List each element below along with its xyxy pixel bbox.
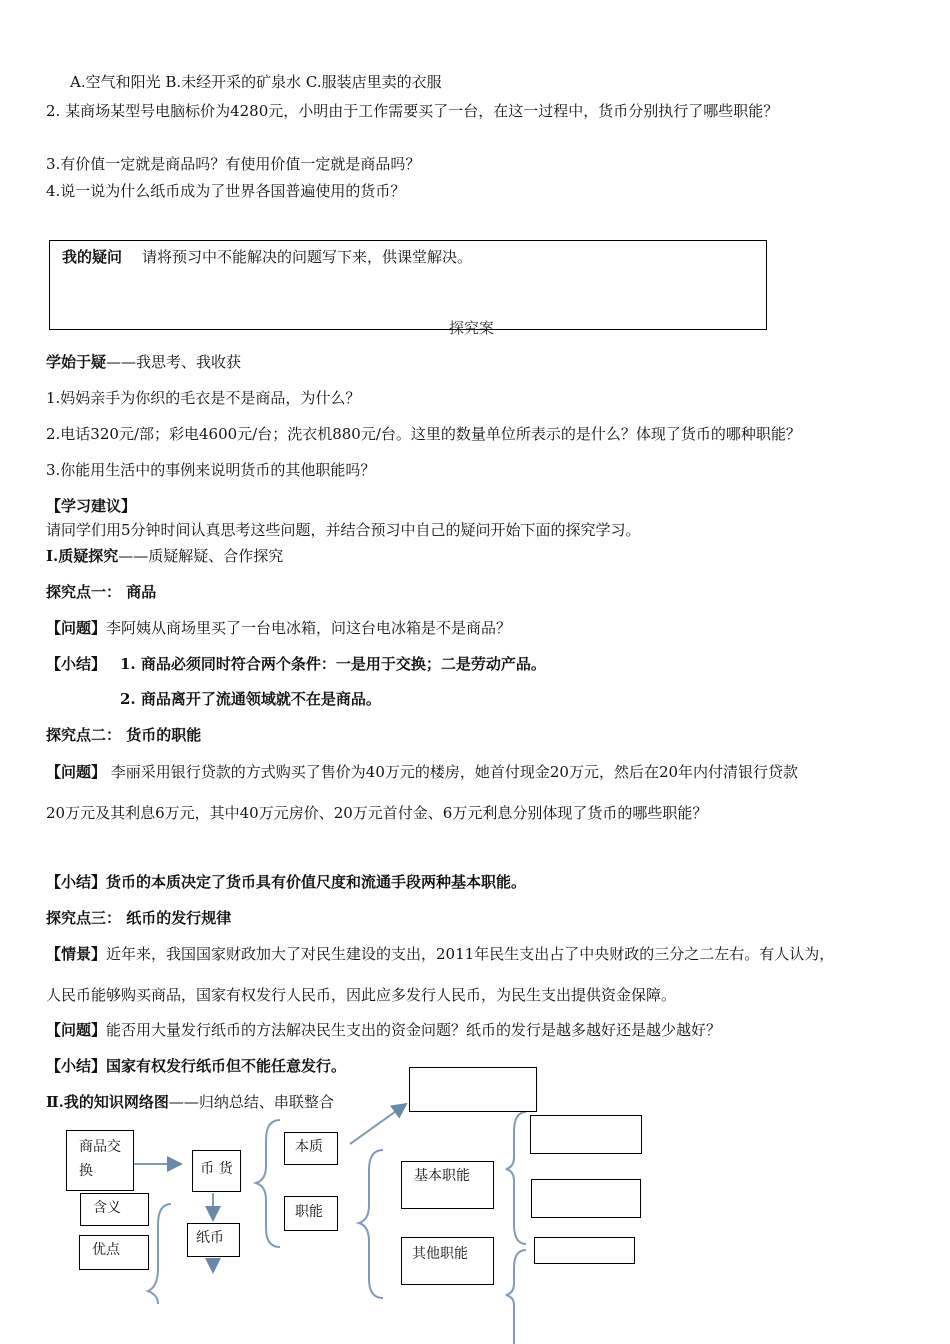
network-heading-bold: Ⅱ.我的知识网络图	[46, 1093, 169, 1111]
blank-box-essence[interactable]	[409, 1067, 537, 1112]
network-heading-rest: ——归纳总结、串联整合	[168, 1093, 334, 1111]
explore-heading-rest: ——质疑解疑、合作探究	[118, 547, 284, 565]
point-1-summary-1: 1. 商品必须同时符合两个条件：一是用于交换；二是劳动产品。	[120, 655, 546, 673]
blank-box-other-1[interactable]	[534, 1237, 635, 1264]
node-merits: 优点	[79, 1235, 149, 1270]
doubt-box-text: 请将预习中不能解决的问题写下来，供课堂解决。	[142, 248, 473, 266]
question-tag: 【问题】	[46, 619, 107, 637]
arrow-essence-to-box	[350, 1104, 406, 1144]
point-1-summary-tag: 【小结】	[46, 655, 107, 673]
explore-case-peek: 探究案	[449, 319, 495, 337]
node-commodity-exchange: 商品交换	[66, 1130, 134, 1191]
preview-question-3: 3.有价值一定就是商品吗？有使用价值一定就是商品吗？	[46, 155, 421, 173]
question-tag: 【问题】	[46, 763, 107, 781]
brace-function	[359, 1150, 383, 1298]
point-3-summary: 【小结】国家有权发行纸币但不能任意发行。	[46, 1057, 347, 1075]
point-1-summary-2: 2. 商品离开了流通领域就不在是商品。	[120, 690, 381, 708]
node-function: 职能	[284, 1196, 338, 1231]
explore-heading-bold: Ⅰ.质疑探究	[46, 547, 119, 565]
point-1-title: 探究点一： 商品	[46, 583, 157, 601]
point-2-question-text: 李丽采用银行贷款的方式购买了售价为40万元的楼房，她首付现金20万元，然后在20年内付清银行贷款	[106, 763, 799, 781]
node-other-function: 其他职能	[401, 1237, 494, 1285]
brace-basic-function	[506, 1112, 526, 1244]
node-paper-money: 纸币	[187, 1223, 240, 1257]
study-advice-text: 请同学们用5分钟时间认真思考这些问题，并结合预习中自己的疑问开始下面的探究学习。	[46, 521, 641, 539]
point-3-context-text: 近年来，我国国家财政加大了对民生建设的支出，2011年民生支出占了中央财政的三分之二左右。有人认为，	[106, 945, 835, 963]
context-tag: 【情景】	[46, 945, 107, 963]
study-question-2: 2.电话320元/部；彩电4600元/台；洗衣机880元/台。这里的数量单位所表示的是什么？体现了货币的哪种职能？	[46, 425, 801, 443]
preview-options: A.空气和阳光 B.未经开采的矿泉水 C.服装店里卖的衣服	[70, 73, 442, 91]
study-heading-rest: ——我思考、我收获	[106, 353, 242, 371]
point-1-question-text: 李阿姨从商场里买了一台电冰箱，问这台电冰箱是不是商品？	[106, 619, 512, 637]
point-2-question-line-2: 20万元及其利息6万元，其中40万元房价、20万元首付金、6万元利息分别体现了货币的哪些职能？	[46, 804, 708, 822]
node-basic-function: 基本职能	[401, 1161, 494, 1209]
point-3-title: 探究点三： 纸币的发行规律	[46, 909, 232, 927]
preview-question-4: 4.说一说为什么纸币成为了世界各国普遍使用的货币？	[46, 182, 406, 200]
blank-box-basic-1[interactable]	[530, 1115, 642, 1154]
brace-other-function	[506, 1250, 526, 1344]
brace-paper-money	[148, 1204, 171, 1304]
study-question-3: 3.你能用生活中的事例来说明货币的其他职能吗？	[46, 461, 376, 479]
point-2-title: 探究点二： 货币的职能	[46, 726, 202, 744]
point-3-context-line-2: 人民币能够购买商品，国家有权发行人民币，因此应多发行人民币，为民生支出提供资金保障。	[46, 986, 677, 1004]
node-essence: 本质	[284, 1132, 338, 1165]
preview-question-2: 2. 某商场某型号电脑标价为4280元，小明由于工作需要买了一台，在这一过程中，货币分别执行了哪些职能？	[46, 102, 779, 120]
node-currency: 币 货	[192, 1150, 241, 1192]
study-advice-title: 【学习建议】	[46, 497, 137, 515]
point-3-question-text: 能否用大量发行纸币的方法解决民生支出的资金问题？纸币的发行是越多越好还是越少越好？	[106, 1021, 722, 1039]
blank-box-basic-2[interactable]	[531, 1179, 641, 1218]
brace-currency	[256, 1120, 280, 1247]
study-heading-bold: 学始于疑	[46, 353, 107, 371]
node-meaning: 含义	[80, 1193, 149, 1226]
study-question-1: 1.妈妈亲手为你织的毛衣是不是商品，为什么？	[46, 389, 361, 407]
doubt-box-title: 我的疑问	[62, 248, 123, 266]
point-2-summary: 【小结】货币的本质决定了货币具有价值尺度和流通手段两种基本职能。	[46, 873, 527, 891]
question-tag: 【问题】	[46, 1021, 107, 1039]
